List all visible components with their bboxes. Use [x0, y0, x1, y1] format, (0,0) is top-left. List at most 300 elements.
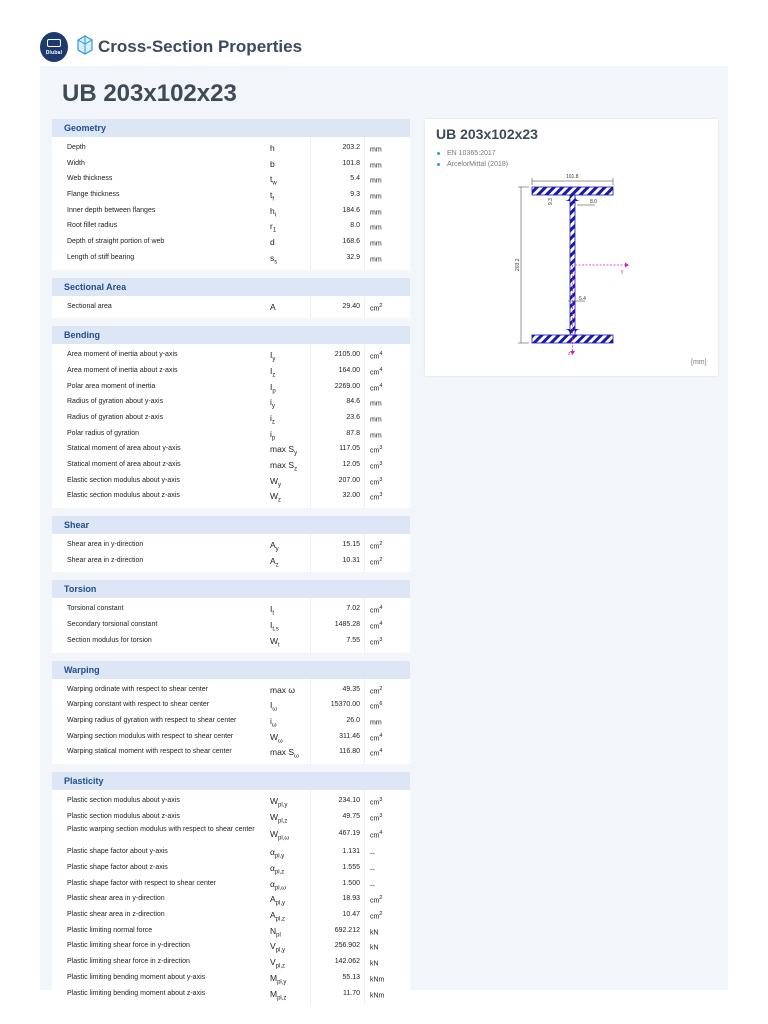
symbol-subscript: y: [272, 356, 276, 363]
property-label: Secondary torsional constant: [67, 621, 158, 629]
unit-exponent: 3: [379, 476, 383, 483]
property-symbol: [270, 732, 283, 745]
property-unit: [370, 637, 382, 646]
property-value: 49.35: [342, 685, 360, 693]
unit-main: mm: [370, 431, 382, 439]
symbol-subscript: t: [278, 642, 280, 649]
property-row: [52, 473, 410, 489]
property-row: [52, 793, 410, 809]
property-value: 1.500: [342, 879, 360, 887]
property-symbol: [270, 894, 285, 907]
property-unit: [370, 990, 384, 999]
unit-exponent: 2: [379, 685, 383, 692]
property-symbol: [270, 989, 286, 1002]
unit-exponent: 2: [379, 541, 383, 548]
property-row: [52, 923, 410, 939]
property-row: [52, 553, 410, 569]
property-symbol: [270, 700, 277, 713]
unit-main: cm: [370, 447, 380, 455]
symbol-main: i: [270, 715, 272, 726]
unit-main: cm: [370, 559, 380, 567]
property-row: [52, 457, 410, 473]
z-axis-label: z: [568, 351, 571, 357]
symbol-main: W: [270, 635, 279, 646]
unit-exponent: 2: [379, 556, 383, 563]
property-symbol: [270, 444, 297, 457]
property-row: [52, 844, 410, 860]
unit-main: mm: [370, 146, 382, 154]
property-value: 1.555: [342, 864, 360, 871]
unit-main: mm: [370, 416, 382, 424]
symbol-subscript: pl,z: [275, 963, 286, 970]
property-label: Width: [67, 159, 85, 167]
property-symbol: [270, 879, 286, 892]
property-symbol: [270, 382, 276, 395]
symbol-subscript: pl,ω: [278, 836, 290, 842]
property-row: [52, 299, 410, 315]
property-value: 32.00: [342, 492, 360, 500]
symbol-subscript: p: [271, 435, 276, 442]
unit-main: kNm: [370, 991, 385, 999]
dim-web-label: 5.4: [579, 296, 586, 302]
symbol-main: α: [270, 847, 275, 858]
property-unit: [370, 557, 382, 566]
symbol-main: t: [270, 174, 273, 185]
property-unit: [370, 621, 382, 630]
property-label: Section modulus for torsion: [67, 636, 152, 644]
property-symbol: [270, 397, 275, 410]
property-row: [52, 617, 410, 633]
unit-note: [mm]: [691, 359, 707, 366]
symbol-main: d: [270, 237, 275, 248]
group-header: Plasticity: [52, 772, 410, 790]
app-title: Cross-Section Properties: [98, 37, 303, 56]
property-row: [52, 601, 410, 617]
property-unit: [370, 927, 379, 936]
property-value: 2269.00: [334, 382, 360, 390]
symbol-main: b: [270, 158, 275, 169]
property-unit: [370, 160, 382, 169]
property-symbol: [270, 143, 275, 156]
property-value: 87.8: [346, 429, 360, 437]
property-unit: [370, 351, 382, 360]
property-row: [52, 713, 410, 729]
property-value: 2105.00: [334, 351, 360, 359]
symbol-subscript: i: [274, 212, 277, 219]
unit-main: cm: [370, 494, 380, 502]
property-row: [52, 809, 410, 825]
property-unit: [370, 864, 375, 873]
unit-main: cm: [370, 913, 380, 921]
group-rows: [52, 679, 410, 764]
property-row: [52, 729, 410, 745]
property-value: 12.05: [342, 461, 360, 468]
group-rows: [52, 790, 410, 1005]
property-value: 1.131: [342, 848, 360, 856]
property-row: [52, 954, 410, 970]
unit-exponent: 3: [379, 636, 383, 643]
symbol-subscript: z: [278, 498, 282, 505]
property-value: 15.15: [342, 541, 360, 549]
unit-main: kN: [370, 960, 379, 968]
symbol-main: W: [270, 475, 279, 486]
property-label: Plastic shape factor about y-axis: [67, 848, 168, 856]
property-value: 207.00: [338, 476, 360, 484]
property-symbol: [270, 540, 279, 553]
symbol-main: t: [270, 190, 273, 201]
property-symbol: [270, 190, 274, 203]
unit-main: mm: [370, 240, 382, 248]
unit-main: kN: [370, 929, 379, 937]
section-title: UB 203x102x23: [62, 80, 237, 107]
property-symbol: [270, 237, 275, 250]
property-symbol: [270, 796, 287, 809]
dim-fillet-label: 8.0: [590, 199, 597, 205]
property-symbol: [270, 366, 275, 379]
property-unit: [370, 383, 382, 392]
preview-title: UB 203x102x23: [436, 126, 538, 142]
symbol-subscript: y: [271, 403, 275, 410]
property-label: Plastic limiting normal force: [67, 926, 153, 934]
property-row: [52, 140, 410, 156]
property-value: 11.70: [343, 989, 360, 997]
property-row: [52, 824, 410, 844]
unit-main: cm: [370, 607, 380, 615]
property-row: [52, 697, 410, 713]
unit-main: cm: [370, 479, 380, 487]
cross-section-icon: [76, 35, 94, 55]
group-rows: [52, 534, 410, 572]
property-label: Plastic shear area in y-direction: [67, 895, 165, 903]
symbol-main: α: [270, 863, 275, 873]
property-row: [52, 860, 410, 876]
unit-exponent: 4: [379, 830, 383, 837]
property-unit: [370, 175, 382, 184]
group-header: Shear: [52, 516, 410, 534]
property-unit: [370, 974, 384, 983]
property-label: Warping constant with respect to shear center: [67, 701, 210, 709]
symbol-subscript: pl,y: [274, 854, 285, 860]
symbol-subscript: s: [274, 259, 278, 266]
property-unit: [370, 254, 382, 263]
unit-main: mm: [370, 193, 382, 201]
symbol-subscript: w: [272, 181, 277, 188]
unit-main: mm: [370, 256, 382, 264]
symbol-subscript: z: [294, 466, 298, 473]
property-unit: [370, 461, 382, 470]
property-label: Root fillet radius: [67, 222, 118, 230]
symbol-subscript: pl: [276, 932, 281, 939]
property-unit: [370, 895, 382, 904]
property-label: Warping radius of gyration with respect to shear center: [67, 716, 237, 724]
symbol-main: i: [270, 428, 272, 439]
group-rows: [52, 137, 410, 270]
property-symbol: [270, 429, 275, 442]
unit-main: cm: [370, 832, 380, 840]
symbol-main: I: [270, 620, 273, 631]
unit-exponent: 4: [379, 366, 383, 373]
unit-exponent: 3: [379, 796, 383, 803]
property-row: [52, 250, 410, 266]
property-label: Plastic limiting shear force in y-direction: [67, 942, 190, 950]
property-row: [52, 891, 410, 907]
property-value: 116.80: [339, 748, 360, 756]
property-row: [52, 633, 410, 649]
symbol-main: M: [270, 988, 278, 999]
symbol-main: A: [270, 540, 276, 551]
property-symbol: [270, 636, 280, 649]
property-symbol: [270, 302, 276, 315]
symbol-main: α: [270, 878, 275, 889]
unit-exponent: 2: [379, 895, 383, 902]
symbol-main: I: [270, 381, 273, 392]
property-label: Depth of straight portion of web: [67, 238, 165, 246]
property-unit: [370, 911, 382, 920]
symbol-subscript: y: [294, 451, 298, 457]
property-row: [52, 156, 410, 172]
unit-main: mm: [370, 400, 382, 408]
unit-main: cm: [370, 814, 380, 822]
symbol-main: A: [270, 301, 276, 312]
property-label: Elastic section modulus about z-axis: [67, 492, 180, 500]
symbol-main: W: [270, 731, 279, 742]
group-rows: [52, 344, 410, 508]
property-row: [52, 876, 410, 892]
property-label: Plastic shear area in z-direction: [67, 911, 165, 919]
property-unit: [370, 430, 382, 439]
property-symbol: [270, 847, 284, 860]
property-value: 15370.00: [330, 701, 360, 709]
property-label: Inner depth between flanges: [67, 206, 156, 214]
property-unit: [370, 492, 382, 501]
unit-main: mm: [370, 177, 382, 185]
unit-main: cm: [370, 353, 380, 361]
property-label: Warping ordinate with respect to shear center: [67, 685, 208, 693]
symbol-main: max S: [270, 460, 295, 470]
property-value: 203.2: [342, 144, 360, 151]
symbol-subscript: p: [272, 388, 276, 395]
property-unit: [370, 701, 382, 710]
unit-main: cm: [370, 543, 380, 551]
symbol-main: A: [270, 894, 276, 905]
property-label: Statical moment of area about z-axis: [67, 461, 181, 468]
group-rows: [52, 598, 410, 652]
property-unit: [370, 222, 382, 231]
property-value: 55.13: [342, 973, 360, 981]
unit-exponent: 4: [379, 605, 383, 612]
unit-exponent: 4: [379, 351, 383, 358]
group-rows: [52, 296, 410, 319]
property-unit: [370, 848, 375, 857]
property-value: 164.00: [338, 366, 360, 374]
property-unit: [370, 445, 382, 454]
property-row: [52, 218, 410, 234]
property-row: [52, 488, 410, 504]
unit-main: cm: [370, 463, 380, 471]
property-symbol: [270, 910, 285, 923]
property-symbol: [270, 829, 289, 842]
property-unit: [370, 813, 382, 822]
property-value: 234.10: [338, 796, 360, 804]
property-symbol: [270, 957, 285, 970]
property-unit: [370, 880, 375, 889]
section-preview-card: [425, 119, 718, 376]
property-value: 29.40: [342, 302, 360, 310]
symbol-main: I: [270, 350, 273, 361]
symbol-subscript: pl,z: [274, 869, 285, 876]
property-symbol: [270, 413, 275, 426]
property-label: Area moment of inertia about y-axis: [67, 351, 178, 359]
property-row: [52, 234, 410, 250]
symbol-main: I: [270, 604, 273, 615]
group-header: Torsion: [52, 580, 410, 598]
property-row: [52, 347, 410, 363]
property-value: 168.6: [342, 238, 360, 246]
property-row: [52, 410, 410, 426]
property-unit: [370, 541, 382, 550]
property-symbol: [270, 159, 275, 172]
property-label: Shear area in y-direction: [67, 541, 144, 549]
property-label: Polar radius of gyration: [67, 429, 139, 437]
property-row: [52, 203, 410, 219]
symbol-main: max S: [270, 444, 295, 455]
symbol-subscript: ω: [271, 722, 277, 729]
property-row: [52, 986, 410, 1002]
symbol-main: W: [270, 491, 279, 502]
symbol-main: A: [270, 910, 276, 921]
unit-exponent: 2: [379, 911, 383, 918]
property-row: [52, 970, 410, 986]
property-symbol: [270, 812, 287, 825]
unit-main: cm: [370, 703, 380, 711]
dim-depth-label: 203.2: [515, 258, 521, 271]
unit-main: cm: [370, 304, 380, 312]
property-label: Length of stiff bearing: [67, 253, 135, 261]
standard-item: EN 10365:2017: [436, 148, 508, 159]
property-unit: [370, 367, 382, 376]
unit-main: cm: [370, 750, 380, 758]
unit-exponent: 4: [379, 732, 383, 739]
property-value: 10.47: [342, 911, 360, 919]
property-symbol: [270, 253, 277, 266]
unit-main: cm: [370, 369, 380, 377]
property-symbol: [270, 491, 281, 504]
property-value: 142.062: [334, 958, 360, 966]
property-row: [52, 907, 410, 923]
property-symbol: [270, 556, 279, 569]
symbol-subscript: pl,z: [278, 818, 288, 825]
symbol-subscript: pl,z: [277, 995, 287, 1002]
logo-text: Dlubal: [45, 50, 63, 56]
property-unit: [370, 303, 382, 312]
unit-exponent: 2: [379, 302, 383, 309]
group-header: Geometry: [52, 119, 410, 137]
symbol-main: max ω: [270, 684, 296, 695]
symbol-subscript: ω: [294, 753, 299, 760]
unit-main: --: [370, 850, 375, 858]
property-label: Statical moment of area about y-axis: [67, 445, 181, 453]
symbol-subscript: z: [275, 562, 279, 569]
symbol-main: max S: [270, 747, 295, 758]
property-label: Radius of gyration about y-axis: [67, 398, 164, 406]
property-value: 5.4: [350, 175, 360, 183]
property-symbol: [270, 747, 299, 760]
symbol-subscript: pl,y: [278, 802, 288, 809]
property-unit: [370, 958, 379, 967]
unit-main: cm: [370, 623, 380, 631]
y-axis-label: y: [621, 269, 624, 275]
property-unit: [370, 477, 382, 486]
property-row: [52, 744, 410, 760]
property-unit: [370, 414, 382, 423]
property-label: Polar area moment of inertia: [67, 382, 156, 390]
property-value: 9.3: [350, 191, 360, 199]
top-flange: [532, 187, 613, 195]
unit-main: --: [370, 882, 375, 890]
property-value: 184.6: [342, 206, 360, 214]
property-value: 84.6: [346, 398, 360, 406]
property-label: Area moment of inertia about z-axis: [67, 366, 178, 374]
property-label: Elastic section modulus about y-axis: [67, 476, 180, 484]
property-value: 1485.28: [334, 621, 360, 629]
symbol-subscript: 1: [272, 228, 277, 235]
symbol-main: W: [270, 829, 279, 840]
property-label: Plastic limiting bending moment about y-axis: [67, 973, 206, 981]
unit-exponent: 3: [379, 492, 383, 499]
property-unit: [370, 144, 382, 153]
unit-main: cm: [370, 384, 380, 392]
property-value: 7.55: [346, 636, 360, 644]
unit-main: cm: [370, 639, 380, 647]
property-symbol: [270, 350, 275, 363]
symbol-subscript: pl,y: [275, 948, 286, 955]
symbol-main: N: [270, 925, 277, 936]
symbol-subscript: t,s: [272, 626, 279, 633]
property-value: 311.46: [339, 732, 360, 740]
property-label: Plastic section modulus about y-axis: [67, 796, 180, 804]
symbol-subscript: y: [278, 482, 282, 489]
property-symbol: [270, 206, 276, 219]
unit-exponent: 4: [379, 621, 383, 628]
property-row: [52, 171, 410, 187]
property-row: [52, 537, 410, 553]
unit-exponent: 3: [379, 812, 383, 819]
unit-main: cm: [370, 799, 380, 807]
property-symbol: [270, 476, 281, 489]
symbol-subscript: pl,z: [275, 916, 286, 923]
property-label: Flange thickness: [67, 191, 120, 199]
property-label: Shear area in z-direction: [67, 556, 144, 564]
symbol-subscript: t: [272, 611, 275, 618]
property-value: 32.9: [346, 253, 360, 261]
dim-width-label: 101.8: [566, 174, 579, 180]
symbol-subscript: f: [272, 196, 275, 203]
properties-table: [52, 119, 410, 1005]
symbol-main: i: [270, 412, 272, 423]
group-header: Bending: [52, 326, 410, 344]
property-row: [52, 441, 410, 457]
property-label: Torsional constant: [67, 605, 124, 613]
symbol-subscript: ω: [278, 738, 283, 745]
property-symbol: [270, 863, 284, 876]
property-label: Web thickness: [67, 175, 113, 183]
symbol-main: r: [270, 221, 273, 232]
property-symbol: [270, 716, 277, 729]
unit-exponent: 3: [379, 461, 383, 467]
unit-main: mm: [370, 719, 382, 727]
unit-exponent: 3: [379, 445, 383, 452]
property-unit: [370, 797, 382, 806]
